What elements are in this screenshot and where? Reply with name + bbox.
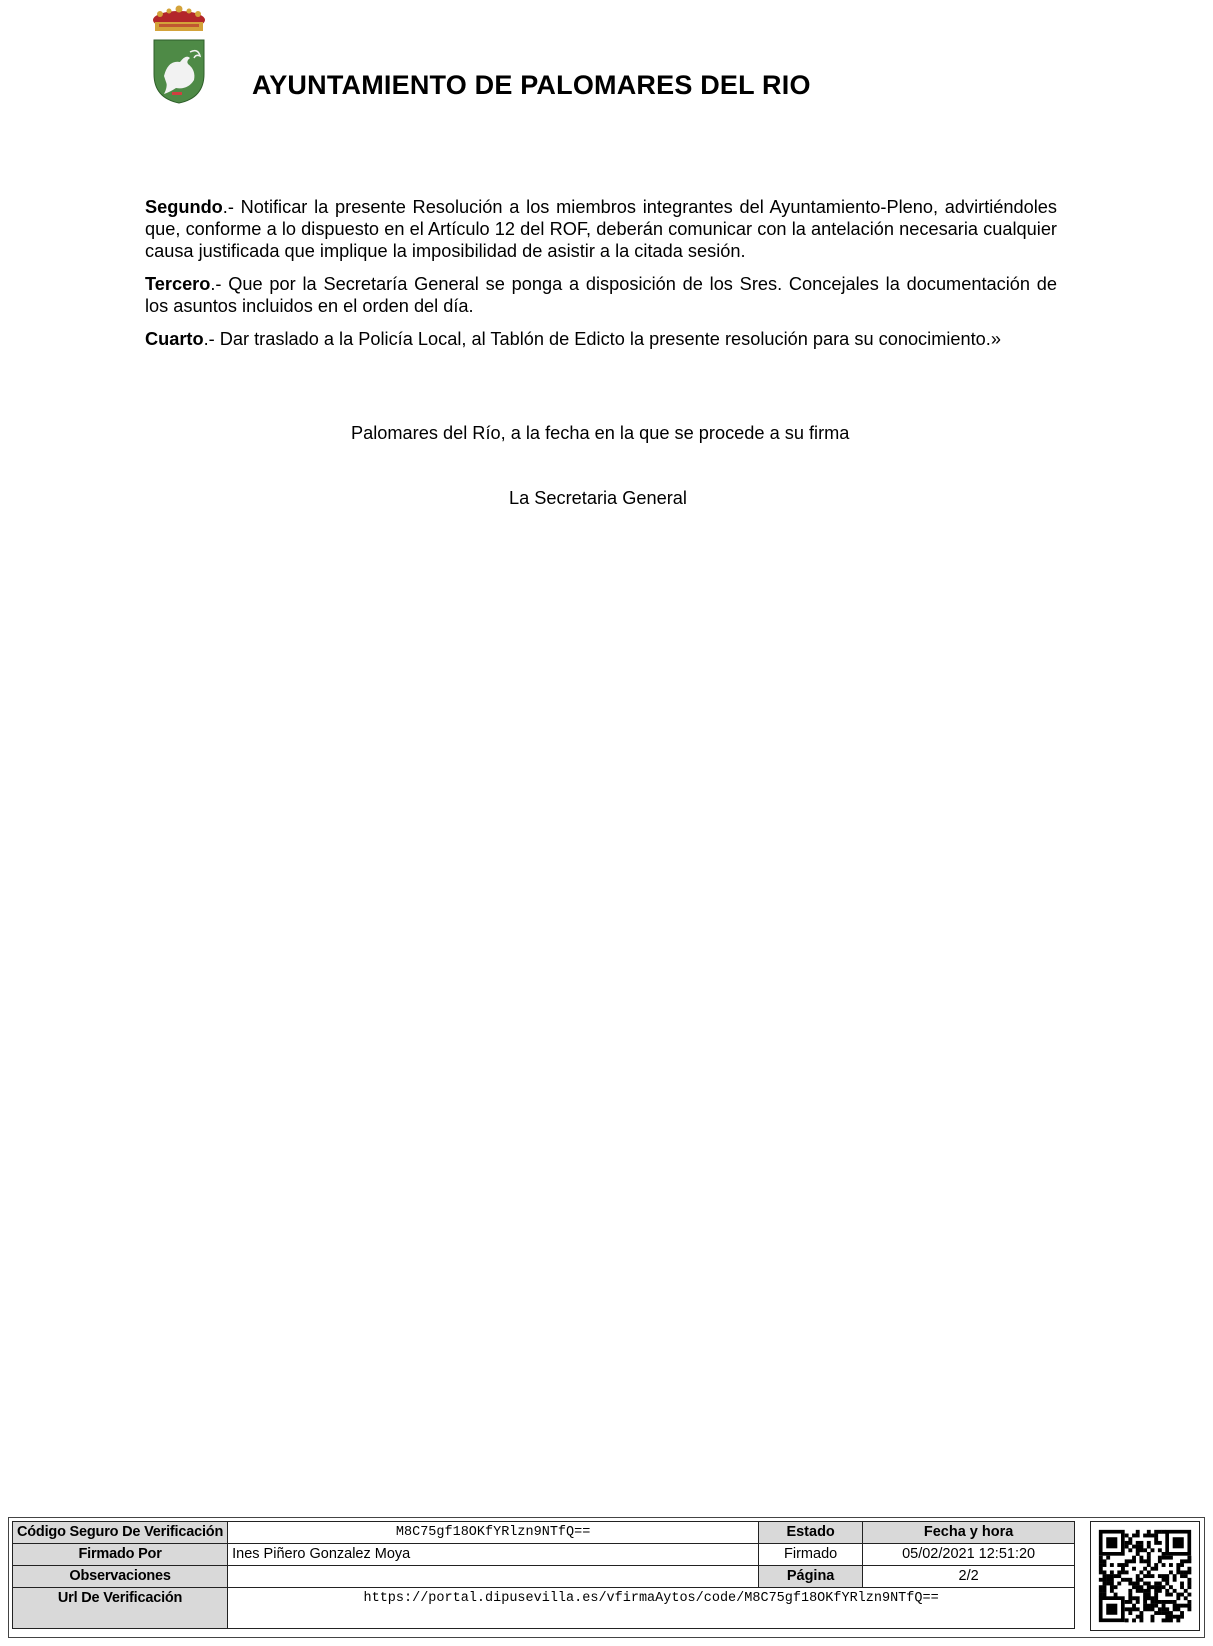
signature-table [12, 1521, 1075, 1629]
paragraph-cuarto [145, 328, 1057, 350]
paragraph-text: .- Que por la Secretaría General se ponga a disposición de los Sres. Concejales la documentación de los asuntos incluidos en el orden del día. [145, 274, 1057, 316]
fecha-value: 05/02/2021 12:51:20 [863, 1544, 1075, 1566]
table-row [13, 1544, 1075, 1566]
paragraph-segundo [145, 196, 1057, 262]
municipal-crest-icon [150, 4, 208, 104]
pagina-value: 2/2 [863, 1566, 1075, 1588]
table-row [13, 1588, 1075, 1629]
estado-label: Estado [759, 1522, 863, 1544]
table-row [13, 1566, 1075, 1588]
verification-url-link[interactable]: https://portal.dipusevilla.es/vfirmaAytos/code/M8C75gf18OKfYRlzn9NTfQ== [228, 1588, 1075, 1629]
table-row [13, 1522, 1075, 1544]
place-date-line: Palomares del Río, a la fecha en la que se procede a su firma [351, 423, 850, 443]
municipality-title: AYUNTAMIENTO DE PALOMARES DEL RIO [252, 70, 811, 100]
firmado-por-label: Firmado Por [13, 1544, 228, 1566]
paragraph-tercero [145, 273, 1057, 317]
csv-label: Código Seguro De Verificación [13, 1522, 228, 1544]
signer-role: La Secretaria General [509, 488, 687, 508]
paragraph-lead: Cuarto [145, 329, 204, 349]
url-label: Url De Verificación [13, 1588, 228, 1629]
estado-value: Firmado [759, 1544, 863, 1566]
fecha-label: Fecha y hora [863, 1522, 1075, 1544]
qr-code-icon [1090, 1521, 1200, 1631]
firmado-por-value: Ines Piñero Gonzalez Moya [228, 1544, 759, 1566]
observaciones-label: Observaciones [13, 1566, 228, 1588]
resolution-body [145, 196, 1057, 361]
observaciones-value [228, 1566, 759, 1588]
paragraph-text: .- Notificar la presente Resolución a los miembros integrantes del Ayuntamiento-Pleno, advirtiéndoles que, conforme a lo dispuesto en el Artículo 12 del ROF, deberán comunicar con la antelación necesaria cualquier causa justificada que implique la imposibilidad de asistir a la citada sesión. [145, 197, 1057, 261]
paragraph-lead: Tercero [145, 274, 211, 294]
paragraph-text: .- Dar traslado a la Policía Local, al Tablón de Edicto la presente resolución para su conocimiento.» [203, 329, 1001, 349]
csv-value: M8C75gf18OKfYRlzn9NTfQ== [228, 1522, 759, 1544]
paragraph-lead: Segundo [145, 197, 223, 217]
pagina-label: Página [759, 1566, 863, 1588]
